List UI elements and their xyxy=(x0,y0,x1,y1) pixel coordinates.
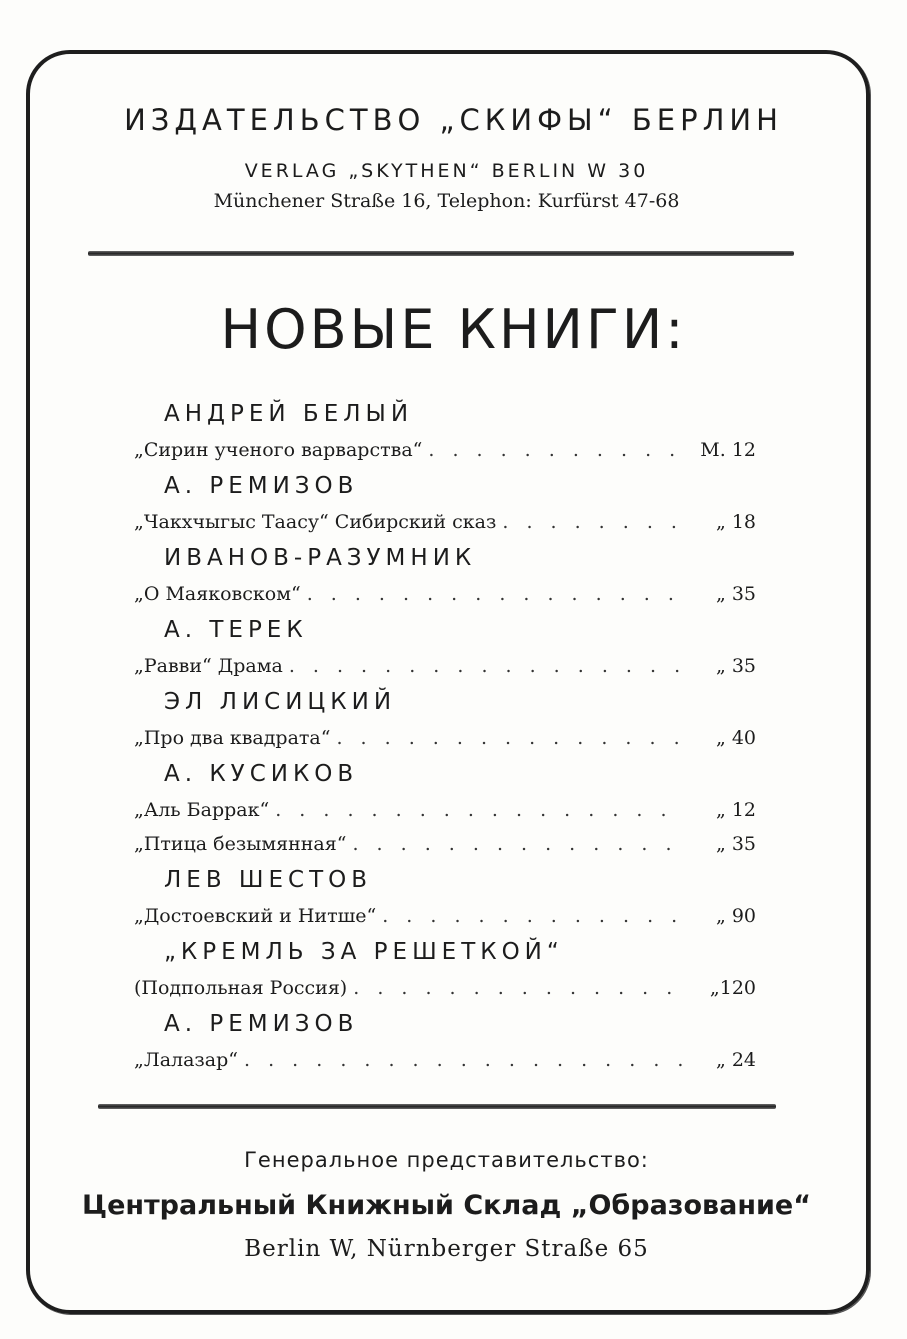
dot-leader xyxy=(275,793,686,827)
book-price: „ 12 xyxy=(715,799,756,821)
book-title: „Достоевский и Нитше“ xyxy=(134,905,377,927)
book-price: M. 12 xyxy=(700,439,756,461)
book-title: „О Маяковском“ xyxy=(134,583,301,605)
book-author: А. РЕМИЗОВ xyxy=(164,1011,359,1037)
book-entry xyxy=(134,505,756,539)
publisher-name-ru: ИЗДАТЕЛЬСТВО „СКИФЫ“ БЕРЛИН xyxy=(124,103,783,137)
dot-leader xyxy=(353,971,686,1005)
book-entry xyxy=(134,827,756,861)
book-price: „ 35 xyxy=(715,655,756,677)
book-entry xyxy=(134,577,756,611)
book-price: „ 40 xyxy=(715,727,756,749)
book-author: А. РЕМИЗОВ xyxy=(164,473,359,499)
book-price: „ 18 xyxy=(715,511,756,533)
book-author: ЭЛ ЛИСИЦКИЙ xyxy=(164,689,397,715)
book-author: ИВАНОВ-РАЗУМНИК xyxy=(164,545,477,571)
book-author: А. КУСИКОВ xyxy=(164,761,359,787)
book-entry xyxy=(134,899,756,933)
book-title: „Про два квадрата“ xyxy=(134,727,331,749)
book-title: „Аль Баррак“ xyxy=(134,799,270,821)
representative-address: Berlin W, Nürnberger Straße 65 xyxy=(244,1236,649,1262)
book-entry xyxy=(134,721,756,755)
bottom-divider xyxy=(98,1104,776,1109)
dot-leader xyxy=(502,505,686,539)
top-divider xyxy=(88,251,794,256)
dot-leader xyxy=(289,649,686,683)
book-list xyxy=(134,395,756,1077)
book-entry xyxy=(134,433,756,467)
book-price: „ 35 xyxy=(715,583,756,605)
dot-leader xyxy=(244,1043,686,1077)
dot-leader xyxy=(428,433,686,467)
book-title: „Равви“ Драма xyxy=(134,655,283,677)
book-author: АНДРЕЙ БЕЛЫЙ xyxy=(164,401,414,427)
book-title: „Птица безымянная“ xyxy=(134,833,347,855)
book-entry xyxy=(134,1043,756,1077)
book-author: „КРЕМЛЬ ЗА РЕШЕТКОЙ“ xyxy=(164,939,564,965)
book-author: А. ТЕРЕК xyxy=(164,617,308,643)
book-author: ЛЕВ ШЕСТОВ xyxy=(164,867,373,893)
page-title: НОВЫЕ КНИГИ: xyxy=(220,298,687,361)
book-price: „120 xyxy=(709,977,756,999)
book-title: „Лалазар“ xyxy=(134,1049,238,1071)
book-price: „ 35 xyxy=(715,833,756,855)
dot-leader xyxy=(336,721,686,755)
book-entry xyxy=(134,649,756,683)
dot-leader xyxy=(382,899,686,933)
book-title: (Подпольная Россия) xyxy=(134,977,348,999)
book-title: „Сирин ученого варварства“ xyxy=(134,439,423,461)
dot-leader xyxy=(352,827,686,861)
publisher-address: Münchener Straße 16, Telephon: Kurfürst 47-68 xyxy=(213,190,680,212)
book-price: „ 90 xyxy=(715,905,756,927)
book-entry xyxy=(134,793,756,827)
book-title: „Чакхчыгыс Таасу“ Сибирский сказ xyxy=(134,511,497,533)
representative-name: Центральный Книжный Склад „Образование“ xyxy=(82,1190,811,1221)
representative-label: Генеральное представительство: xyxy=(244,1148,649,1172)
publisher-name-de: VERLAG „SKYTHEN“ BERLIN W 30 xyxy=(244,160,649,182)
dot-leader xyxy=(307,577,686,611)
book-entry xyxy=(134,971,756,1005)
book-price: „ 24 xyxy=(715,1049,756,1071)
